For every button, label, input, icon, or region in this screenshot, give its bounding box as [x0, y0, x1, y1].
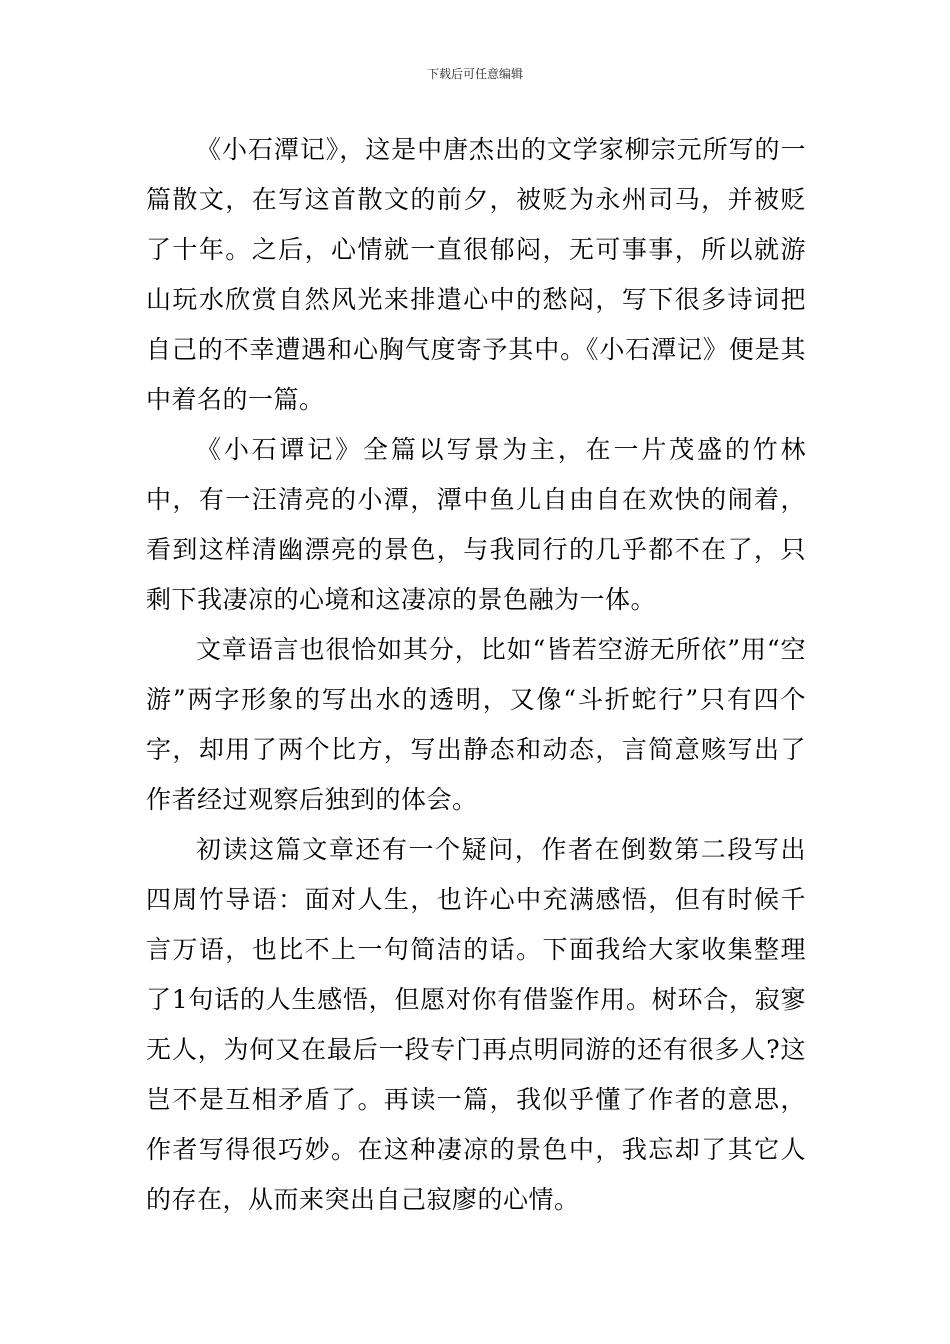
- paragraph-4: 初读这篇文章还有一个疑问，作者在倒数第二段写出四周竹导语：面对人生，也许心中充满感悟，但有时候千言万语，也比不上一句简洁的话。下面我给大家收集整理了1句话的人生感悟，但愿对你有借鉴作用。树环合，寂寥无人，为何又在最后一段专门再点明同游的还有很多人?这岂不是互相矛盾了。再读一篇，我似乎懂了作者的意思，作者写得很巧妙。在这种凄凉的景色中，我忘却了其它人的存在，从而来突出自己寂廖的心情。: [146, 835, 806, 1214]
- paragraph-2: 《小石谭记》全篇以写景为主，在一片茂盛的竹林中，有一汪清亮的小潭，潭中鱼儿自由自在欢快的闹着，看到这样清幽漂亮的景色，与我同行的几乎都不在了，只剩下我凄凉的心境和这凄凉的景色融为一体。: [146, 435, 806, 614]
- page-header: 下载后可任意编辑: [426, 67, 523, 81]
- article-body: [146, 125, 806, 1225]
- paragraph-1: 《小石潭记》，这是中唐杰出的文学家柳宗元所写的一篇散文，在写这首散文的前夕，被贬为永州司马，并被贬了十年。之后，心情就一直很郁闷，无可事事，所以就游山玩水欣赏自然风光来排遣心中的愁闷，写下很多诗词把自己的不幸遭遇和心胸气度寄予其中。《小石潭记》便是其中着名的一篇。: [146, 135, 806, 414]
- paragraph-3: 文章语言也很恰如其分，比如“皆若空游无所依”用“空游”两字形象的写出水的透明，又像“斗折蛇行”只有四个字，却用了两个比方，写出静态和动态，言简意赅写出了作者经过观察后独到的体会。: [146, 635, 806, 814]
